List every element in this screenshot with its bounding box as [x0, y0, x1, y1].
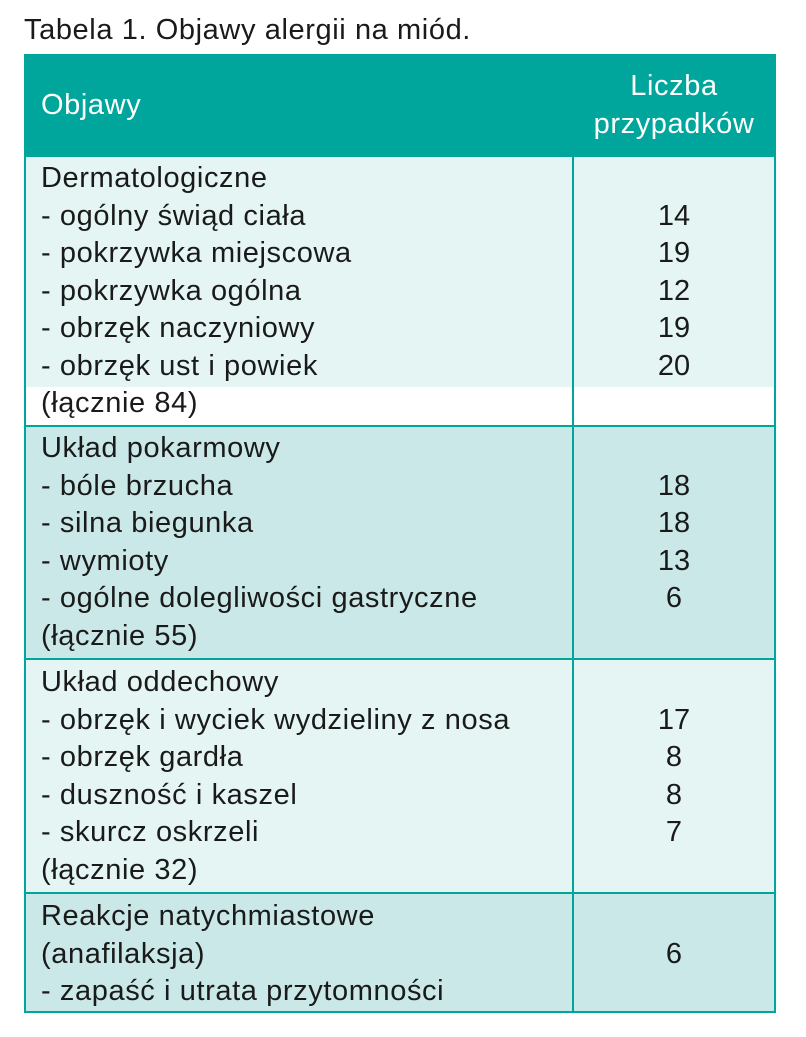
case-count: 12 [657, 274, 691, 307]
case-count: 20 [657, 349, 691, 382]
symptom-label: - obrzęk ust i powiek [41, 349, 318, 382]
case-count: 13 [657, 544, 691, 577]
header-symptoms: Objawy [41, 89, 142, 121]
section-total: (łącznie 32) [41, 853, 199, 886]
header-count-line2: przypadków [593, 108, 755, 140]
symptoms-table [24, 54, 776, 1013]
section-total: (łącznie 84) [41, 387, 199, 419]
section-dermatological [26, 155, 774, 419]
section-subtitle: (anafilaksja) [41, 937, 206, 970]
case-count: 18 [657, 507, 691, 539]
symptom-label: - obrzęk i wyciek wydzieliny z nosa [41, 703, 511, 736]
column-divider [572, 56, 574, 1011]
section-title: Układ oddechowy [41, 666, 279, 698]
section-respiratory [26, 658, 774, 894]
symptom-label: - wymioty [41, 544, 169, 577]
symptom-label: - bóle brzucha [41, 469, 234, 502]
symptom-label: - obrzęk naczyniowy [41, 312, 316, 344]
symptom-label: - ogólny świąd ciała [41, 199, 307, 232]
section-digestive [26, 425, 774, 660]
section-title: Reakcje natychmiastowe [41, 900, 375, 932]
section-total: (łącznie 55) [41, 619, 199, 652]
symptom-label: - obrzęk gardła [41, 741, 244, 773]
case-count: 8 [665, 741, 683, 773]
case-count: 19 [657, 312, 691, 344]
section-immediate-reactions [26, 892, 774, 1011]
symptom-label: - skurcz oskrzeli [41, 816, 260, 848]
section-title: Dermatologiczne [41, 162, 268, 194]
case-count: 6 [665, 582, 683, 614]
header-count-line1: Liczba [630, 70, 718, 102]
case-count: 17 [657, 703, 691, 736]
symptom-label: - duszność i kaszel [41, 778, 298, 811]
case-count: 18 [657, 469, 691, 502]
case-count: 6 [665, 937, 683, 970]
case-count: 8 [665, 778, 683, 811]
table-header [26, 56, 774, 155]
symptom-label: - pokrzywka ogólna [41, 274, 302, 307]
symptom-label: - zapaść i utrata przytomności [41, 975, 445, 1007]
symptom-label: - ogólne dolegliwości gastryczne [41, 582, 478, 614]
symptom-label: - pokrzywka miejscowa [41, 237, 352, 269]
case-count: 19 [657, 237, 691, 269]
case-count: 14 [657, 199, 691, 232]
section-title: Układ pokarmowy [41, 432, 281, 464]
symptom-label: - silna biegunka [41, 507, 254, 539]
header-case-count [574, 67, 774, 143]
case-count: 7 [665, 816, 683, 848]
table-caption: Tabela 1. Objawy alergii na miód. [24, 14, 471, 46]
